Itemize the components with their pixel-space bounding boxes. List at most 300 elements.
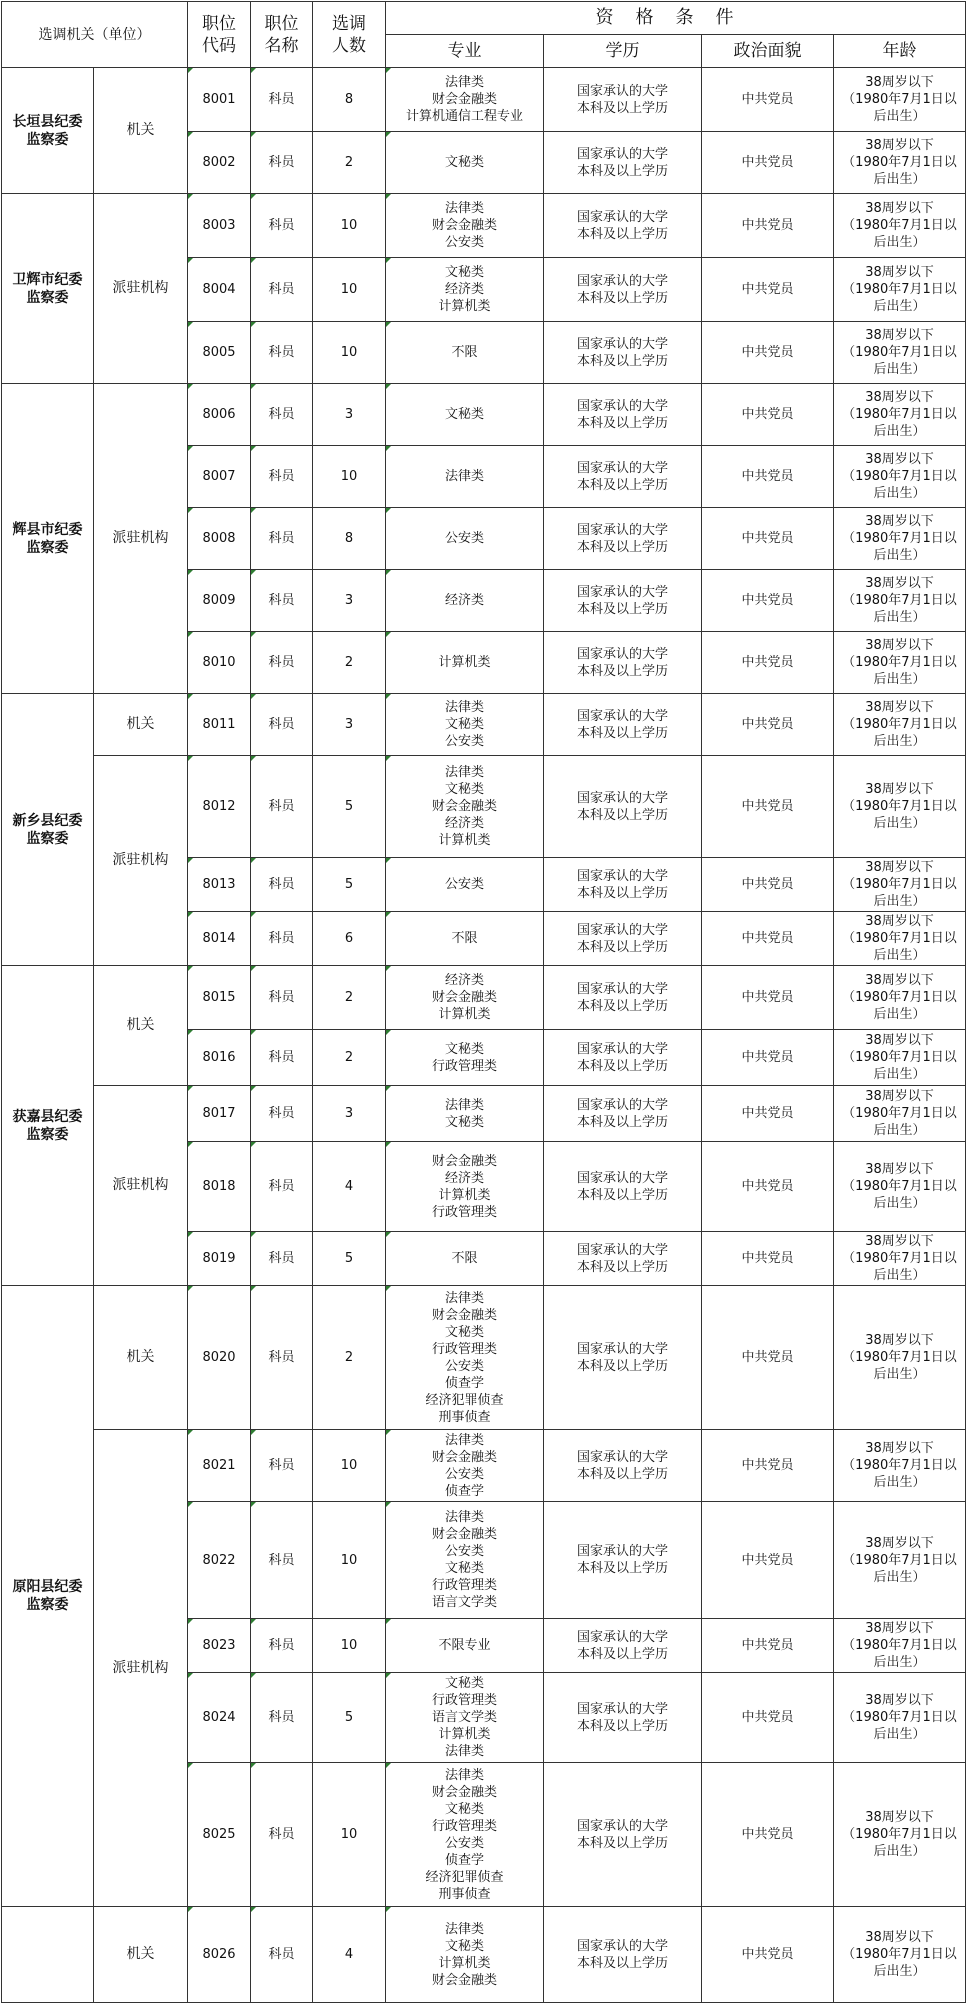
cell-line: 38周岁以下	[865, 1810, 934, 1825]
header-major: 专业	[386, 35, 544, 68]
cell-line: 本科及以上学历	[576, 1718, 668, 1734]
position-code: 8006	[188, 384, 251, 446]
table-row	[2, 1907, 966, 2003]
cell-line: （1980年7月1日以	[842, 218, 957, 233]
cell-line: 刑事侦查	[438, 1409, 491, 1425]
cell-line: 监察委	[26, 1597, 69, 1613]
age-cell	[834, 1286, 966, 1430]
age-cell	[834, 912, 966, 966]
cell-line: 文秘类	[444, 1938, 484, 1954]
education-cell	[544, 258, 702, 322]
recruit-count: 5	[313, 858, 386, 912]
cell-line: 国家承认的大学	[576, 1242, 668, 1258]
cell-line: 本科及以上学历	[576, 807, 668, 823]
cell-line: 本科及以上学历	[576, 477, 668, 493]
major-cell	[386, 384, 544, 446]
position-title: 科员	[251, 756, 313, 858]
cell-line: 侦查学	[444, 1375, 484, 1391]
cell-line: （1980年7月1日以	[842, 877, 957, 892]
cell-line: 公安类	[444, 1835, 484, 1851]
position-title: 科员	[251, 1502, 313, 1619]
position-title: 科员	[251, 632, 313, 694]
age-cell	[834, 1086, 966, 1142]
position-code: 8015	[188, 966, 251, 1030]
cell-line: 财会金融类	[431, 1784, 497, 1800]
age-cell	[834, 694, 966, 756]
cell-line: 38周岁以下	[865, 328, 934, 343]
table-row	[2, 1286, 966, 1430]
political-status-cell: 中共党员	[702, 632, 834, 694]
major-cell	[386, 912, 544, 966]
cell-line: 国家承认的大学	[576, 981, 668, 997]
position-code: 8026	[188, 1907, 251, 2003]
age-cell	[834, 1502, 966, 1619]
unit-cell: 派驻机构	[94, 1086, 188, 1286]
major-cell	[386, 570, 544, 632]
position-title: 科员	[251, 322, 313, 384]
political-status-cell: 中共党员	[702, 1763, 834, 1907]
cell-line: （1980年7月1日以	[842, 931, 957, 946]
cell-line: 后出生）	[873, 424, 926, 439]
education-cell	[544, 1430, 702, 1502]
major-cell	[386, 1502, 544, 1619]
position-code: 8009	[188, 570, 251, 632]
cell-line: 原阳县纪委	[12, 1579, 83, 1595]
cell-line: 文秘类	[444, 1114, 484, 1130]
cell-line: 国家承认的大学	[576, 1818, 668, 1834]
cell-line: 监察委	[26, 131, 69, 148]
unit-cell: 机关	[94, 694, 188, 756]
position-code: 8013	[188, 858, 251, 912]
position-code: 8005	[188, 322, 251, 384]
cell-line: 38周岁以下	[865, 390, 934, 405]
cell-line: 本科及以上学历	[576, 1466, 668, 1482]
political-status-cell: 中共党员	[702, 966, 834, 1030]
cell-line: （1980年7月1日以	[842, 799, 957, 814]
cell-line: 侦查学	[444, 1483, 484, 1499]
cell-line: （1980年7月1日以	[842, 1106, 957, 1121]
unit-cell: 机关	[94, 1907, 188, 2003]
position-code: 8022	[188, 1502, 251, 1619]
political-status-cell: 中共党员	[702, 1232, 834, 1286]
cell-line: 38周岁以下	[865, 576, 934, 591]
cell-line: 本科及以上学历	[576, 998, 668, 1014]
position-code: 8014	[188, 912, 251, 966]
cell-line: 公安类	[444, 734, 484, 749]
cell-line: 本科及以上学历	[576, 1358, 668, 1374]
cell-line: 法律类	[444, 1921, 484, 1937]
cell-line: 本科及以上学历	[576, 415, 668, 431]
political-status-cell: 中共党员	[702, 912, 834, 966]
cell-line: 财会金融类	[431, 990, 497, 1005]
political-status-cell: 中共党员	[702, 1502, 834, 1619]
recruit-count: 2	[313, 1286, 386, 1430]
position-code: 8019	[188, 1232, 251, 1286]
cell-line: 公安类	[444, 235, 484, 250]
recruit-count: 8	[313, 68, 386, 132]
cell-line: 38周岁以下	[865, 782, 934, 797]
cell-line: 后出生）	[873, 1844, 926, 1859]
cell-line: （1980年7月1日以	[842, 92, 957, 107]
cell-line: 后出生）	[873, 1964, 926, 1979]
age-cell	[834, 1907, 966, 2003]
position-title: 科员	[251, 912, 313, 966]
position-code: 8021	[188, 1430, 251, 1502]
cell-line: 法律类	[444, 201, 484, 216]
cell-line: 后出生）	[873, 486, 926, 501]
education-cell	[544, 912, 702, 966]
age-cell	[834, 756, 966, 858]
political-status-cell: 中共党员	[702, 258, 834, 322]
cell-line: 本科及以上学历	[576, 1646, 668, 1662]
cell-line: 财会金融类	[431, 1527, 497, 1542]
education-cell	[544, 446, 702, 508]
cell-line: 监察委	[26, 539, 69, 556]
cell-line: （1980年7月1日以	[842, 1947, 957, 1962]
position-code: 8012	[188, 756, 251, 858]
cell-line: 不限	[451, 931, 478, 946]
cell-line: 公安类	[444, 877, 484, 892]
cell-line: 国家承认的大学	[576, 1170, 668, 1186]
position-title: 科员	[251, 508, 313, 570]
table-row	[2, 694, 966, 756]
cell-line: 本科及以上学历	[576, 539, 668, 555]
cell-line: 行政管理类	[431, 1204, 497, 1220]
recruit-count: 3	[313, 570, 386, 632]
cell-line: 38周岁以下	[865, 914, 934, 929]
cell-line: 国家承认的大学	[576, 273, 668, 289]
cell-line: 38周岁以下	[865, 514, 934, 529]
table-row	[2, 966, 966, 1030]
age-cell	[834, 1430, 966, 1502]
cell-line: 38周岁以下	[865, 1033, 934, 1048]
education-cell	[544, 1673, 702, 1763]
cell-line: 38周岁以下	[865, 265, 934, 280]
position-title: 科员	[251, 1763, 313, 1907]
position-title: 科员	[251, 694, 313, 756]
cell-line: 国家承认的大学	[576, 584, 668, 600]
major-cell	[386, 966, 544, 1030]
header-agency-unit: 选调机关（单位）	[2, 2, 188, 68]
position-title: 科员	[251, 258, 313, 322]
cell-line: 不限	[451, 1251, 478, 1266]
unit-cell: 派驻机构	[94, 1430, 188, 1907]
recruit-count: 4	[313, 1142, 386, 1232]
cell-line: 后出生）	[873, 1268, 926, 1283]
cell-line: 本科及以上学历	[576, 1835, 668, 1851]
unit-cell: 派驻机构	[94, 384, 188, 694]
cell-line: 语言文学类	[431, 1595, 497, 1610]
cell-line: 辉县市纪委	[12, 521, 83, 538]
cell-line: 38周岁以下	[865, 1162, 934, 1177]
cell-line: 公安类	[444, 531, 484, 546]
cell-line: 后出生）	[873, 672, 926, 687]
cell-line: 法律类	[444, 1432, 484, 1448]
cell-line: 国家承认的大学	[576, 1629, 668, 1645]
cell-line: 文秘类	[444, 1324, 484, 1340]
age-cell	[834, 570, 966, 632]
major-cell	[386, 632, 544, 694]
cell-line: 国家承认的大学	[576, 1041, 668, 1057]
cell-line: 后出生）	[873, 235, 926, 250]
cell-line: （1980年7月1日以	[842, 407, 957, 422]
cell-line: （1980年7月1日以	[842, 990, 957, 1005]
cell-line: 法律类	[444, 1767, 484, 1783]
major-cell	[386, 1030, 544, 1086]
cell-line: 国家承认的大学	[576, 398, 668, 414]
cell-line: 经济类	[444, 973, 484, 988]
political-status-cell: 中共党员	[702, 322, 834, 384]
major-cell	[386, 858, 544, 912]
position-code: 8008	[188, 508, 251, 570]
cell-line: （1980年7月1日以	[842, 1458, 957, 1473]
major-cell	[386, 68, 544, 132]
age-cell	[834, 322, 966, 384]
position-title: 科员	[251, 1142, 313, 1232]
cell-line: 本科及以上学历	[576, 1114, 668, 1130]
unit-cell: 派驻机构	[94, 194, 188, 384]
cell-line: 38周岁以下	[865, 1693, 934, 1708]
cell-line: 后出生）	[873, 948, 926, 963]
cell-line: 计算机类	[438, 833, 491, 848]
position-title: 科员	[251, 132, 313, 194]
cell-line: 国家承认的大学	[576, 460, 668, 476]
cell-line: 计算机类	[438, 1007, 491, 1022]
education-cell	[544, 966, 702, 1030]
cell-line: 行政管理类	[431, 1341, 497, 1357]
age-cell	[834, 384, 966, 446]
education-cell	[544, 858, 702, 912]
cell-line: 后出生）	[873, 1007, 926, 1022]
cell-line: 法律类	[444, 700, 484, 715]
recruit-count: 5	[313, 756, 386, 858]
table-row	[2, 1086, 966, 1142]
education-cell	[544, 1142, 702, 1232]
cell-line: 财会金融类	[431, 1153, 497, 1169]
cell-line: 侦查学	[444, 1852, 484, 1868]
cell-line: 国家承认的大学	[576, 922, 668, 938]
cell-line: 本科及以上学历	[576, 725, 668, 741]
cell-line: 财会金融类	[431, 1972, 497, 1988]
agency-cell	[2, 384, 94, 694]
table-row	[2, 1430, 966, 1502]
cell-line: 38周岁以下	[865, 700, 934, 715]
position-title: 科员	[251, 966, 313, 1030]
position-code: 8001	[188, 68, 251, 132]
age-cell	[834, 632, 966, 694]
political-status-cell: 中共党员	[702, 384, 834, 446]
recruit-count: 10	[313, 258, 386, 322]
cell-line: 文秘类	[444, 1561, 484, 1576]
cell-line: （1980年7月1日以	[842, 1638, 957, 1653]
position-title: 科员	[251, 1907, 313, 2003]
education-cell	[544, 694, 702, 756]
cell-line: 不限专业	[438, 1638, 491, 1653]
major-cell	[386, 1907, 544, 2003]
cell-line: 获嘉县纪委	[12, 1108, 83, 1125]
cell-line: （1980年7月1日以	[842, 655, 957, 670]
cell-line: 后出生）	[873, 1569, 926, 1585]
recruit-count: 10	[313, 1502, 386, 1619]
political-status-cell: 中共党员	[702, 194, 834, 258]
cell-line: 本科及以上学历	[576, 663, 668, 679]
cell-line: 计算机通信工程专业	[405, 109, 523, 124]
cell-line: 后出生）	[873, 1123, 926, 1138]
cell-line: （1980年7月1日以	[842, 593, 957, 608]
agency-cell	[2, 1286, 94, 1907]
cell-line: 国家承认的大学	[576, 1097, 668, 1113]
cell-line: 新乡县纪委	[12, 812, 83, 829]
cell-line: 本科及以上学历	[576, 100, 668, 116]
cell-line: 后出生）	[873, 299, 926, 314]
cell-line: 38周岁以下	[865, 75, 934, 90]
recruit-count: 10	[313, 1763, 386, 1907]
cell-line: 38周岁以下	[865, 638, 934, 653]
major-cell	[386, 132, 544, 194]
cell-line: 行政管理类	[431, 1818, 497, 1834]
cell-line: 国家承认的大学	[576, 522, 668, 538]
header-education: 学历	[544, 35, 702, 68]
cell-line: 本科及以上学历	[576, 1187, 668, 1203]
cell-line: 国家承认的大学	[576, 868, 668, 884]
cell-line: 后出生）	[873, 109, 926, 124]
cell-line: 后出生）	[873, 1727, 926, 1742]
political-status-cell: 中共党员	[702, 858, 834, 912]
cell-line: 本科及以上学历	[576, 885, 668, 901]
table-row	[2, 384, 966, 446]
unit-cell: 机关	[94, 966, 188, 1086]
position-code: 8007	[188, 446, 251, 508]
recruit-count: 10	[313, 1619, 386, 1673]
cell-line: （1980年7月1日以	[842, 1710, 957, 1725]
cell-line: 计算机类	[438, 299, 491, 314]
position-code: 8020	[188, 1286, 251, 1430]
cell-line: 经济犯罪侦查	[425, 1869, 504, 1885]
cell-line: 经济犯罪侦查	[425, 1392, 504, 1408]
recruit-count: 5	[313, 1232, 386, 1286]
cell-line: 监察委	[26, 289, 69, 306]
cell-line: 国家承认的大学	[576, 646, 668, 662]
recruit-count: 5	[313, 1673, 386, 1763]
political-status-cell: 中共党员	[702, 1430, 834, 1502]
position-title: 科员	[251, 1619, 313, 1673]
cell-line: （1980年7月1日以	[842, 717, 957, 732]
cell-line: 国家承认的大学	[576, 336, 668, 352]
age-cell	[834, 1030, 966, 1086]
cell-line: （1980年7月1日以	[842, 1179, 957, 1194]
cell-line: 国家承认的大学	[576, 708, 668, 724]
cell-line: 公安类	[444, 1358, 484, 1374]
education-cell	[544, 132, 702, 194]
major-cell	[386, 694, 544, 756]
cell-line: 长垣县纪委	[12, 113, 83, 130]
position-code: 8003	[188, 194, 251, 258]
age-cell	[834, 68, 966, 132]
education-cell	[544, 1502, 702, 1619]
cell-line: 文秘类	[444, 782, 484, 797]
recruit-count: 2	[313, 1030, 386, 1086]
age-cell	[834, 1673, 966, 1763]
cell-line: 财会金融类	[431, 1307, 497, 1323]
header-qualifications: 资格条件	[386, 2, 966, 35]
cell-line: 监察委	[26, 1126, 69, 1143]
position-code: 8011	[188, 694, 251, 756]
recruit-count: 10	[313, 1430, 386, 1502]
position-code: 8004	[188, 258, 251, 322]
cell-line: 法律类	[444, 1290, 484, 1306]
recruit-count: 8	[313, 508, 386, 570]
cell-line: 国家承认的大学	[576, 1449, 668, 1465]
header-political-status: 政治面貌	[702, 35, 834, 68]
cell-line: 本科及以上学历	[576, 163, 668, 179]
cell-line: 计算机类	[438, 1955, 491, 1971]
table-body	[2, 68, 966, 2003]
cell-line: 38周岁以下	[865, 1234, 934, 1249]
cell-line: 38周岁以下	[865, 1535, 934, 1551]
major-cell	[386, 1142, 544, 1232]
cell-line: 本科及以上学历	[576, 1955, 668, 1971]
cell-line: 后出生）	[873, 1067, 926, 1082]
position-code: 8023	[188, 1619, 251, 1673]
agency-cell	[2, 694, 94, 966]
table-row	[2, 194, 966, 258]
agency-cell	[2, 1907, 94, 2003]
cell-line: （1980年7月1日以	[842, 1552, 957, 1568]
cell-line: 本科及以上学历	[576, 1058, 668, 1074]
cell-line: 经济类	[444, 593, 484, 608]
political-status-cell: 中共党员	[702, 756, 834, 858]
position-title: 科员	[251, 384, 313, 446]
cell-line: 行政管理类	[431, 1058, 497, 1074]
header-age: 年龄	[834, 35, 966, 68]
cell-line: 后出生）	[873, 610, 926, 625]
cell-line: 后出生）	[873, 816, 926, 831]
age-cell	[834, 132, 966, 194]
cell-line: 国家承认的大学	[576, 1341, 668, 1357]
education-cell	[544, 632, 702, 694]
recruit-count: 10	[313, 446, 386, 508]
cell-line: 后出生）	[873, 172, 926, 187]
cell-line: 本科及以上学历	[576, 601, 668, 617]
cell-line: 本科及以上学历	[576, 939, 668, 955]
education-cell	[544, 384, 702, 446]
table-row	[2, 68, 966, 132]
cell-line: 国家承认的大学	[576, 1544, 668, 1559]
recruitment-table	[1, 1, 966, 2003]
cell-line: （1980年7月1日以	[842, 1350, 957, 1365]
political-status-cell: 中共党员	[702, 1907, 834, 2003]
education-cell	[544, 1030, 702, 1086]
cell-line: 38周岁以下	[865, 1089, 934, 1104]
recruit-count: 2	[313, 132, 386, 194]
education-cell	[544, 570, 702, 632]
major-cell	[386, 1286, 544, 1430]
cell-line: 行政管理类	[431, 1578, 497, 1593]
political-status-cell: 中共党员	[702, 694, 834, 756]
cell-line: 计算机类	[438, 655, 491, 670]
header-recruit-count: 选调 人数	[313, 2, 386, 68]
cell-line: 38周岁以下	[865, 138, 934, 153]
cell-line: 文秘类	[444, 1801, 484, 1817]
recruit-count: 3	[313, 384, 386, 446]
cell-line: 文秘类	[444, 265, 484, 280]
cell-line: 38周岁以下	[865, 973, 934, 988]
political-status-cell: 中共党员	[702, 570, 834, 632]
position-code: 8025	[188, 1763, 251, 1907]
cell-line: 计算机类	[438, 1727, 491, 1742]
position-code: 8018	[188, 1142, 251, 1232]
education-cell	[544, 68, 702, 132]
